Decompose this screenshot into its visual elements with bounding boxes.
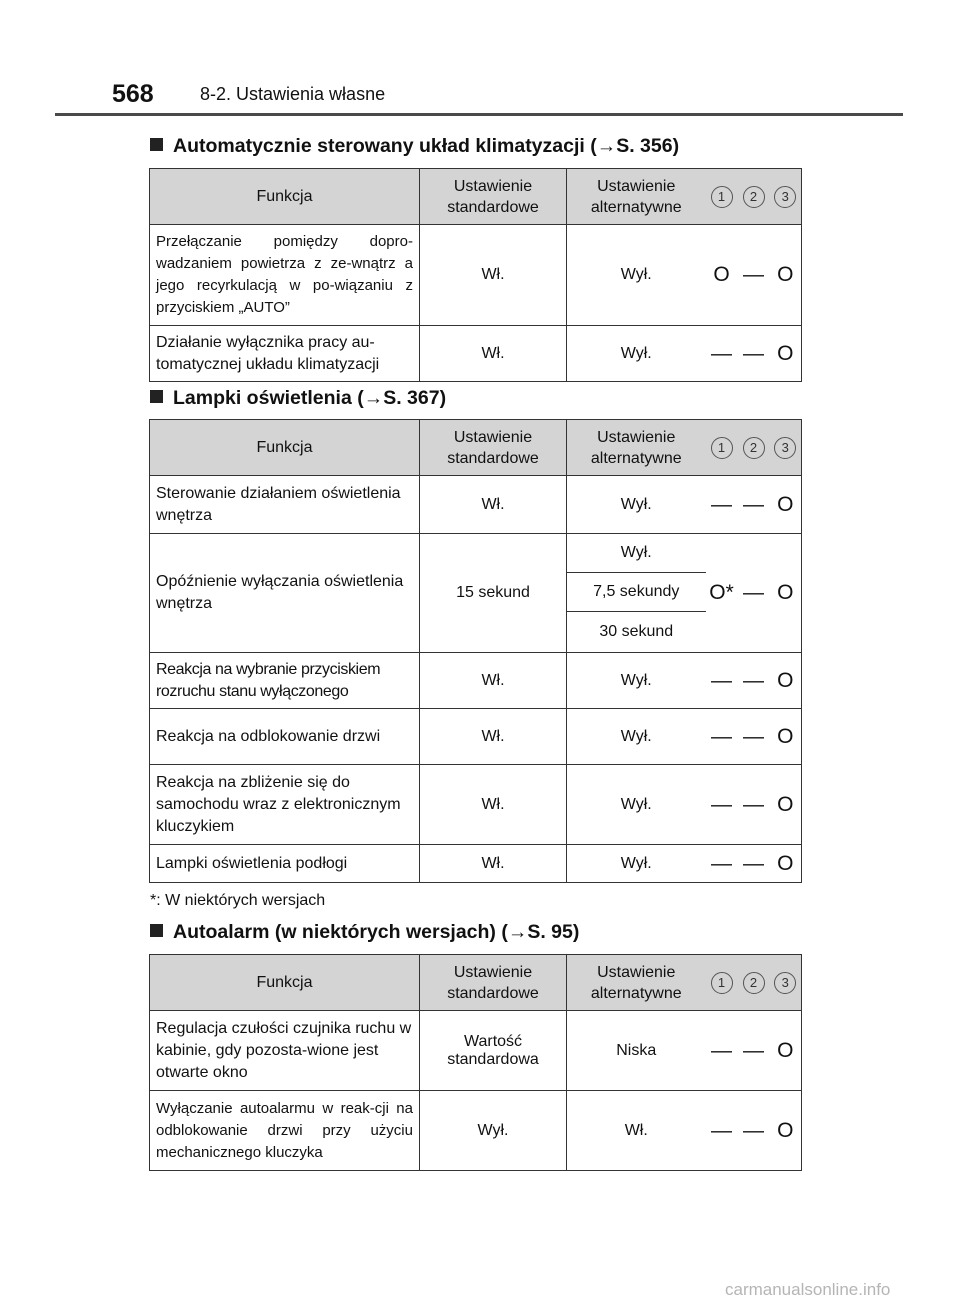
col-header-2 xyxy=(738,169,770,225)
cell-function: Regulacja czułości czujnika ruchu w kabinie, gdy pozosta-wione jest otwarte okno xyxy=(150,1011,420,1091)
square-bullet-icon xyxy=(150,924,163,937)
cell-function: Reakcja na odblokowanie drzwi xyxy=(150,709,420,765)
col-header-2 xyxy=(738,955,770,1011)
cell-alternative: Wył. xyxy=(567,653,706,709)
page-header xyxy=(112,80,902,116)
col-header-3 xyxy=(770,169,802,225)
circled-number-1-icon: 1 xyxy=(711,186,733,208)
cell-function: Reakcja na wybranie przyciskiem rozruchu stanu wyłączonego xyxy=(150,653,420,709)
col-header-std: Ustawienie standardowe xyxy=(420,955,567,1011)
cell-alternative: Wył. xyxy=(567,225,706,326)
section-title-climate: Automatycznie sterowany układ klimatyzacji (→S. 356) xyxy=(150,135,679,158)
square-bullet-icon xyxy=(150,138,163,151)
col-header-1 xyxy=(706,955,738,1011)
arrow-right-icon: → xyxy=(596,135,617,157)
alarm-table xyxy=(149,954,802,1171)
cell-mark-1: — xyxy=(706,653,738,709)
circled-number-2-icon: 2 xyxy=(743,972,765,994)
cell-alternative: Wył. xyxy=(567,765,706,845)
page-number: 568 xyxy=(112,80,154,108)
cell-default: Wł. xyxy=(420,709,567,765)
table-row xyxy=(150,326,802,382)
cell-alternative: Wył. xyxy=(567,709,706,765)
table-row xyxy=(150,225,802,326)
watermark: carmanualsonline.info xyxy=(725,1280,891,1299)
cell-default: Wartość standardowa xyxy=(420,1011,567,1091)
cell-mark-3: O xyxy=(770,534,802,653)
circled-number-1-icon: 1 xyxy=(711,972,733,994)
header-rule xyxy=(55,113,903,116)
cell-mark-3: O xyxy=(770,709,802,765)
cell-mark-3: O xyxy=(770,326,802,382)
cell-function: Reakcja na zbliżenie się do samochodu wraz z elektronicznym kluczykiem xyxy=(150,765,420,845)
col-header-func: Funkcja xyxy=(150,955,420,1011)
cell-mark-1: O xyxy=(706,225,738,326)
circled-number-1-icon: 1 xyxy=(711,437,733,459)
table-row xyxy=(150,1091,802,1171)
circled-number-2-icon: 2 xyxy=(743,437,765,459)
cell-mark-2: — xyxy=(738,476,770,534)
cell-mark-3: O xyxy=(770,845,802,883)
cell-alternative: Wył. xyxy=(567,845,706,883)
cell-mark-2: — xyxy=(738,653,770,709)
section-title-alarm: Autoalarm (w niektórych wersjach) (→S. 95) xyxy=(150,921,579,944)
square-bullet-icon xyxy=(150,390,163,403)
col-header-func: Funkcja xyxy=(150,420,420,476)
table-row xyxy=(150,1011,802,1091)
chapter-title: 8-2. Ustawienia własne xyxy=(200,84,386,104)
cell-default: Wł. xyxy=(420,225,567,326)
cell-mark-2: — xyxy=(738,1091,770,1171)
lights-table xyxy=(149,419,802,883)
table-header-row xyxy=(150,169,802,225)
circled-number-3-icon: 3 xyxy=(774,437,796,459)
cell-mark-3: O xyxy=(770,1011,802,1091)
climate-table xyxy=(149,168,802,382)
col-header-alt: Ustawienie alternatywne xyxy=(567,169,706,225)
cell-function: Wyłączanie autoalarmu w reak-cji na odblokowanie drzwi przy użyciu mechanicznego kluczyka xyxy=(150,1091,420,1171)
arrow-right-icon: → xyxy=(507,921,528,943)
cell-mark-2: — xyxy=(738,845,770,883)
col-header-std: Ustawienie standardowe xyxy=(420,420,567,476)
cell-mark-3: O xyxy=(770,225,802,326)
cell-mark-2: — xyxy=(738,326,770,382)
cell-alternative: Wył. xyxy=(567,476,706,534)
section-title-lights: Lampki oświetlenia (→S. 367) xyxy=(150,387,446,410)
table-row xyxy=(150,845,802,883)
cell-alternative: Wł. xyxy=(567,1091,706,1171)
cell-default: Wł. xyxy=(420,845,567,883)
col-header-2 xyxy=(738,420,770,476)
cell-mark-3: O xyxy=(770,765,802,845)
table-row xyxy=(150,534,802,573)
cell-mark-2: — xyxy=(738,1011,770,1091)
table-row xyxy=(150,653,802,709)
col-header-alt: Ustawienie alternatywne xyxy=(567,955,706,1011)
cell-default: Wł. xyxy=(420,765,567,845)
col-header-1 xyxy=(706,420,738,476)
cell-default: Wył. xyxy=(420,1091,567,1171)
cell-alternative: 7,5 sekundy xyxy=(567,573,706,612)
cell-mark-1: — xyxy=(706,765,738,845)
cell-mark-1: — xyxy=(706,326,738,382)
col-header-func: Funkcja xyxy=(150,169,420,225)
cell-mark-3: O xyxy=(770,653,802,709)
table-row xyxy=(150,476,802,534)
cell-mark-2: — xyxy=(738,765,770,845)
cell-mark-1: — xyxy=(706,476,738,534)
cell-function: Lampki oświetlenia podłogi xyxy=(150,845,420,883)
cell-function: Działanie wyłącznika pracy au-tomatycznej układu klimatyzacji xyxy=(150,326,420,382)
table-row xyxy=(150,765,802,845)
arrow-right-icon: → xyxy=(363,387,384,409)
circled-number-3-icon: 3 xyxy=(774,186,796,208)
cell-mark-2: — xyxy=(738,225,770,326)
cell-mark-2: — xyxy=(738,534,770,653)
cell-function: Sterowanie działaniem oświetlenia wnętrza xyxy=(150,476,420,534)
col-header-3 xyxy=(770,955,802,1011)
footnote: *: W niektórych wersjach xyxy=(150,892,326,909)
circled-number-2-icon: 2 xyxy=(743,186,765,208)
cell-function: Przełączanie pomiędzy dopro-wadzaniem powietrza z ze-wnątrz a jego recyrkulacją w po-wiązaniu z przyciskiem „AUTO” xyxy=(150,225,420,326)
cell-default: 15 sekund xyxy=(420,534,567,653)
col-header-std: Ustawienie standardowe xyxy=(420,169,567,225)
cell-default: Wł. xyxy=(420,326,567,382)
cell-mark-1: — xyxy=(706,1011,738,1091)
cell-mark-3: O xyxy=(770,1091,802,1171)
cell-alternative: Niska xyxy=(567,1011,706,1091)
cell-mark-1: — xyxy=(706,1091,738,1171)
col-header-3 xyxy=(770,420,802,476)
cell-mark-1: O* xyxy=(706,534,738,653)
cell-mark-1: — xyxy=(706,845,738,883)
cell-mark-1: — xyxy=(706,709,738,765)
col-header-1 xyxy=(706,169,738,225)
table-row xyxy=(150,709,802,765)
cell-mark-3: O xyxy=(770,476,802,534)
cell-default: Wł. xyxy=(420,653,567,709)
table-header-row xyxy=(150,955,802,1011)
cell-mark-2: — xyxy=(738,709,770,765)
circled-number-3-icon: 3 xyxy=(774,972,796,994)
cell-default: Wł. xyxy=(420,476,567,534)
cell-alternative: 30 sekund xyxy=(567,612,706,653)
cell-alternative: Wył. xyxy=(567,326,706,382)
cell-alternative: Wył. xyxy=(567,534,706,573)
cell-function: Opóźnienie wyłączania oświetlenia wnętrza xyxy=(150,534,420,653)
table-header-row xyxy=(150,420,802,476)
col-header-alt: Ustawienie alternatywne xyxy=(567,420,706,476)
